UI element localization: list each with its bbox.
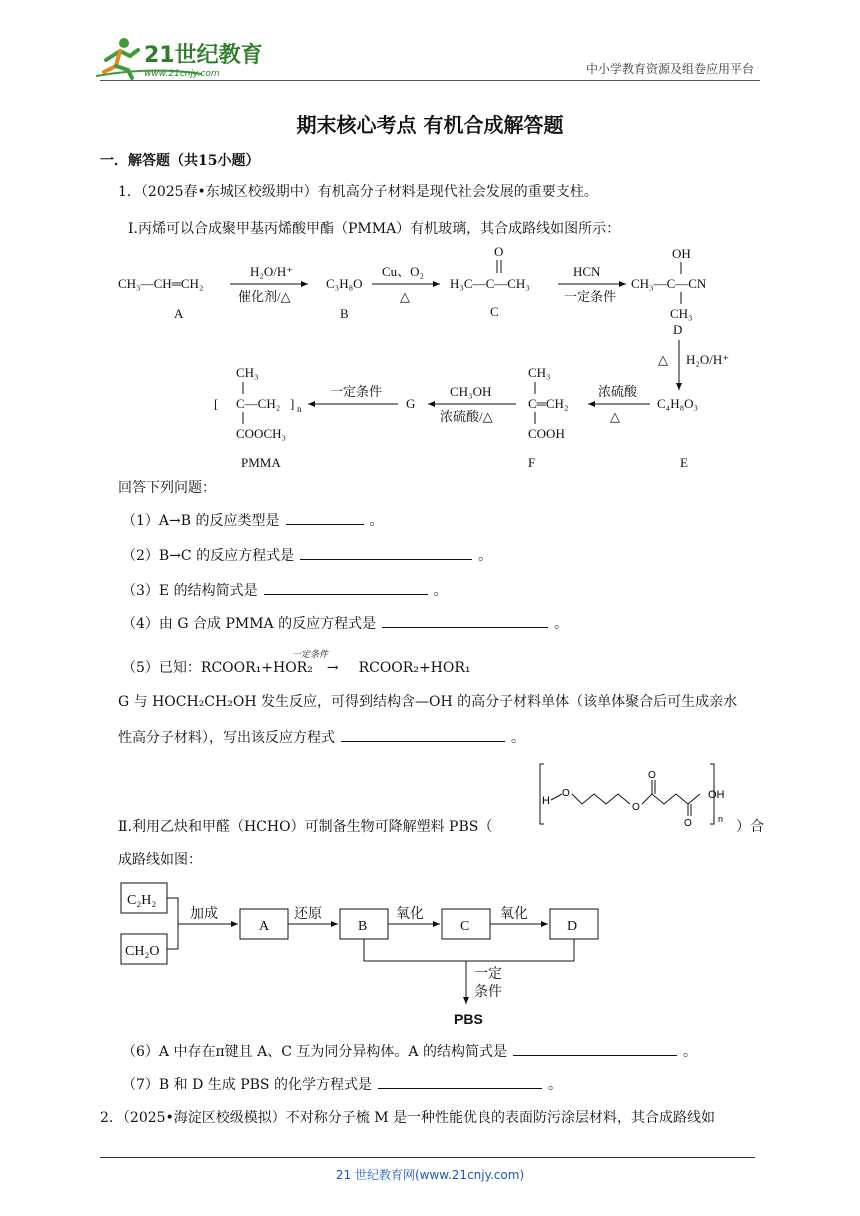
svg-text:n: n xyxy=(718,814,724,824)
c2h2: C₂H₂ xyxy=(127,893,157,908)
sub-question-7: （7）B 和 D 生成 PBS 的化学方程式是 。 xyxy=(122,1074,562,1095)
label-a: A xyxy=(174,306,184,321)
d-ch3: CH₃ xyxy=(670,306,693,321)
site-logo xyxy=(92,36,267,80)
part2-text: Ⅱ.利用乙炔和甲醛（HCHO）可制备生物可降解塑料 PBS（ xyxy=(118,819,493,835)
answer-blank[interactable] xyxy=(382,613,548,628)
label-d: D xyxy=(673,322,683,337)
sub-question-4: （4）由 G 合成 PMMA 的反应方程式是 。 xyxy=(122,613,568,634)
r3-bot: 一定条件 xyxy=(564,289,617,304)
svg-text:O: O xyxy=(684,818,692,829)
r2-bot: △ xyxy=(400,289,410,304)
logo-text: 21世纪教育 xyxy=(144,43,263,68)
reduce-label: 还原 xyxy=(294,907,322,922)
box-a: A xyxy=(259,919,270,934)
r1-bot: 催化剂/△ xyxy=(238,289,291,304)
footer-divider xyxy=(100,1157,755,1158)
g-label: G xyxy=(406,396,416,411)
sub5-line2: 性高分子材料），写出该反应方程式 。 xyxy=(118,727,525,748)
pbs-label: PBS xyxy=(454,1011,483,1027)
header-platform-text: 中小学教育资源及组卷应用平台 xyxy=(585,62,754,76)
answer-blank[interactable] xyxy=(513,1041,677,1056)
section-heading: 一．解答题（共15小题） xyxy=(100,153,260,169)
pmma-cooch3: COOCH₃ xyxy=(236,426,287,441)
part2-text-2: 成路线如图： xyxy=(118,852,202,868)
box-d: D xyxy=(567,919,578,934)
pmma-bracket-right: ] xyxy=(290,396,295,411)
q1-part1: Ⅰ.丙烯可以合成聚甲基丙烯酸甲酯（PMMA）有机玻璃，其合成路线如图所示： xyxy=(128,221,621,237)
sub-question-1: （1）A→B 的反应类型是 。 xyxy=(122,510,384,531)
svg-text:O: O xyxy=(632,802,640,813)
answer-prompt: 回答下列问题： xyxy=(118,480,216,496)
svg-text:O: O xyxy=(562,788,570,799)
box-c: C xyxy=(460,919,470,934)
f-main: C═CH₂ xyxy=(528,396,569,411)
answer-blank[interactable] xyxy=(341,727,505,742)
d-oh: OH xyxy=(672,246,691,261)
pmma-bracket-left: [ xyxy=(214,396,219,411)
box-b: B xyxy=(358,919,368,934)
pmma-synthesis-scheme xyxy=(110,240,750,475)
sub-question-6: （6）A 中存在π键且 A、C 互为同分异构体。A 的结构简式是 。 xyxy=(122,1041,697,1062)
ox2-label: 氧化 xyxy=(500,907,528,922)
header-divider xyxy=(100,80,760,81)
ketone: H₃C—C—CH₃ xyxy=(450,276,530,291)
label-f: F xyxy=(528,455,536,470)
sub5-line1: G 与 HOCH₂CH₂OH 发生反应，可得到结构含—OH 的高分子材料单体（该单体聚合后可生成亲水 xyxy=(118,694,738,710)
sub5-condition: 一定条件 xyxy=(292,650,329,660)
sub-question-5: （5）已知：RCOOR₁+HOR₂ → RCOOR₂+HOR₁ xyxy=(122,660,471,676)
r3-top: HCN xyxy=(573,264,601,279)
cond-1: 一定 xyxy=(474,967,502,982)
q1-intro: 1．（2025春•东城区校级期中）有机高分子材料是现代社会发展的重要支柱。 xyxy=(118,184,598,200)
r2-top: Cu、O₂ xyxy=(382,264,425,279)
sub-question-2: （2）B→C 的反应方程式是 。 xyxy=(122,545,492,566)
label-b: B xyxy=(340,306,349,321)
b-formula: C₃H₈O xyxy=(326,276,363,291)
d-left: CH₃—C—CN xyxy=(631,276,707,291)
pbs-synthesis-scheme xyxy=(116,876,606,1032)
r1-top: H₂O/H⁺ xyxy=(250,264,294,279)
pmma-main: C—CH₂ xyxy=(236,396,281,411)
footer-link[interactable]: 21 世纪教育网(www.21cnjy.com) xyxy=(335,1168,525,1182)
e-formula: C₄H₈O₃ xyxy=(657,396,699,411)
svg-text:O: O xyxy=(648,770,656,781)
f-cooh: COOH xyxy=(528,426,565,441)
r5-top: 浓硫酸 xyxy=(598,384,638,399)
pmma-n: n xyxy=(297,404,302,414)
pbs-structure xyxy=(538,758,734,830)
answer-blank[interactable] xyxy=(286,510,364,525)
answer-blank[interactable] xyxy=(300,545,472,560)
answer-blank[interactable] xyxy=(264,580,428,595)
ox1-label: 氧化 xyxy=(396,907,424,922)
label-e: E xyxy=(680,455,688,470)
svg-text:H: H xyxy=(542,795,550,807)
part2-text-end: ）合 xyxy=(736,819,764,835)
ketone-o: O xyxy=(494,244,504,259)
f-ch3: CH₃ xyxy=(528,365,551,380)
add-label: 加成 xyxy=(190,907,218,922)
answer-blank[interactable] xyxy=(378,1074,542,1089)
page-title: 期末核心考点 有机合成解答题 xyxy=(296,113,564,137)
q2-intro: 2．（2025•海淀区校级模拟）不对称分子梳 M 是一种性能优良的表面防污涂层材料，其合成路线如 xyxy=(100,1110,716,1126)
cond-2: 条件 xyxy=(474,985,502,1000)
label-pmma: PMMA xyxy=(241,455,281,470)
logo-url: www.21cnjy.com xyxy=(144,69,220,79)
r6-top: CH₃OH xyxy=(450,384,492,399)
ch2o: CH₂O xyxy=(125,944,160,959)
propene: CH₃—CH═CH₂ xyxy=(118,276,204,291)
r5-bot: △ xyxy=(610,409,620,424)
svg-text:OH: OH xyxy=(708,789,725,801)
label-c: C xyxy=(490,304,499,319)
sub-question-3: （3）E 的结构简式是 。 xyxy=(122,580,448,601)
r7-top: 一定条件 xyxy=(330,384,383,399)
pmma-ch3: CH₃ xyxy=(236,365,259,380)
r6-bot: 浓硫酸/△ xyxy=(440,409,493,424)
r4: △ xyxy=(658,352,668,367)
r4-reag: H₂O/H⁺ xyxy=(686,352,730,367)
